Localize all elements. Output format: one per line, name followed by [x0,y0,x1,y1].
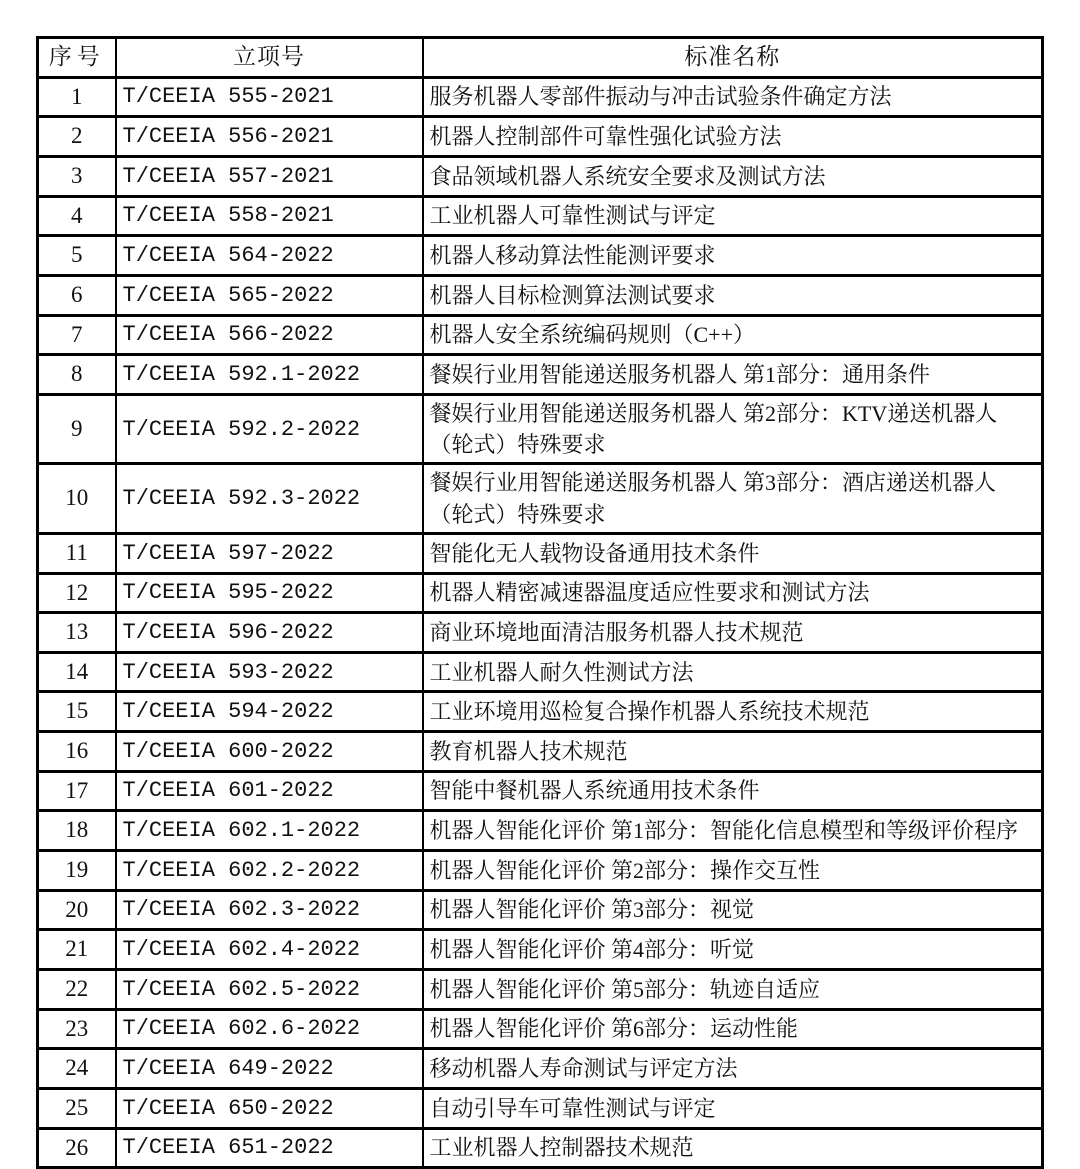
project-no-cell: T/CEEIA 565-2022 [116,275,423,315]
table-row [38,1089,1043,1129]
table-row [38,464,1043,533]
standard-name-cell: 餐娱行业用智能递送服务机器人 第3部分：酒店递送机器人（轮式）特殊要求 [423,464,1043,533]
project-no-cell: T/CEEIA 649-2022 [116,1049,423,1089]
column-header-project-no: 立项号 [116,38,423,78]
standard-name-cell: 智能化无人载物设备通用技术条件 [423,533,1043,573]
project-no-cell: T/CEEIA 602.5-2022 [116,970,423,1010]
table-row [38,355,1043,395]
standards-table [36,36,1044,1169]
standard-name-cell: 机器人智能化评价 第2部分：操作交互性 [423,851,1043,891]
row-index-cell: 10 [38,464,116,533]
column-header-index: 序号 [38,38,116,78]
table-row [38,930,1043,970]
table-row [38,692,1043,732]
table-row [38,156,1043,196]
standard-name-cell: 机器人智能化评价 第5部分：轨迹自适应 [423,970,1043,1010]
project-no-cell: T/CEEIA 602.6-2022 [116,1009,423,1049]
row-index-cell: 8 [38,355,116,395]
project-no-cell: T/CEEIA 592.1-2022 [116,355,423,395]
table-row [38,573,1043,613]
project-no-cell: T/CEEIA 593-2022 [116,652,423,692]
header-row [38,38,1043,78]
project-no-cell: T/CEEIA 602.2-2022 [116,851,423,891]
column-header-standard-name: 标准名称 [423,38,1043,78]
row-index-cell: 19 [38,851,116,891]
table-row [38,771,1043,811]
row-index-cell: 25 [38,1089,116,1129]
project-no-cell: T/CEEIA 564-2022 [116,236,423,276]
table-row [38,1128,1043,1168]
table-row [38,117,1043,157]
row-index-cell: 18 [38,811,116,851]
table-row [38,275,1043,315]
table-row [38,652,1043,692]
table-row [38,811,1043,851]
table-row [38,1049,1043,1089]
standard-name-cell: 机器人智能化评价 第4部分：听觉 [423,930,1043,970]
table-row [38,851,1043,891]
standard-name-cell: 机器人安全系统编码规则（C++） [423,315,1043,355]
standard-name-cell: 机器人智能化评价 第1部分：智能化信息模型和等级评价程序 [423,811,1043,851]
row-index-cell: 12 [38,573,116,613]
row-index-cell: 24 [38,1049,116,1089]
standard-name-cell: 工业机器人控制器技术规范 [423,1128,1043,1168]
row-index-cell: 11 [38,533,116,573]
row-index-cell: 1 [38,77,116,117]
standard-name-cell: 机器人智能化评价 第3部分：视觉 [423,890,1043,930]
standard-name-cell: 机器人移动算法性能测评要求 [423,236,1043,276]
row-index-cell: 21 [38,930,116,970]
standard-name-cell: 商业环境地面清洁服务机器人技术规范 [423,613,1043,653]
row-index-cell: 17 [38,771,116,811]
table-row [38,613,1043,653]
row-index-cell: 16 [38,732,116,772]
project-no-cell: T/CEEIA 558-2021 [116,196,423,236]
project-no-cell: T/CEEIA 651-2022 [116,1128,423,1168]
standards-table-header [38,38,1043,78]
project-no-cell: T/CEEIA 600-2022 [116,732,423,772]
row-index-cell: 7 [38,315,116,355]
project-no-cell: T/CEEIA 597-2022 [116,533,423,573]
project-no-cell: T/CEEIA 557-2021 [116,156,423,196]
project-no-cell: T/CEEIA 602.1-2022 [116,811,423,851]
standard-name-cell: 机器人精密减速器温度适应性要求和测试方法 [423,573,1043,613]
row-index-cell: 4 [38,196,116,236]
standard-name-cell: 餐娱行业用智能递送服务机器人 第1部分：通用条件 [423,355,1043,395]
project-no-cell: T/CEEIA 556-2021 [116,117,423,157]
project-no-cell: T/CEEIA 555-2021 [116,77,423,117]
standard-name-cell: 机器人控制部件可靠性强化试验方法 [423,117,1043,157]
row-index-cell: 14 [38,652,116,692]
table-row [38,970,1043,1010]
standard-name-cell: 移动机器人寿命测试与评定方法 [423,1049,1043,1089]
standard-name-cell: 工业机器人可靠性测试与评定 [423,196,1043,236]
project-no-cell: T/CEEIA 602.3-2022 [116,890,423,930]
table-row [38,236,1043,276]
table-row [38,1009,1043,1049]
standard-name-cell: 餐娱行业用智能递送服务机器人 第2部分：KTV递送机器人（轮式）特殊要求 [423,394,1043,463]
row-index-cell: 26 [38,1128,116,1168]
project-no-cell: T/CEEIA 592.3-2022 [116,464,423,533]
row-index-cell: 2 [38,117,116,157]
standard-name-cell: 食品领域机器人系统安全要求及测试方法 [423,156,1043,196]
row-index-cell: 5 [38,236,116,276]
table-row [38,394,1043,463]
table-row [38,533,1043,573]
standard-name-cell: 服务机器人零部件振动与冲击试验条件确定方法 [423,77,1043,117]
row-index-cell: 22 [38,970,116,1010]
row-index-cell: 20 [38,890,116,930]
table-row [38,890,1043,930]
row-index-cell: 23 [38,1009,116,1049]
project-no-cell: T/CEEIA 566-2022 [116,315,423,355]
table-row [38,315,1043,355]
row-index-cell: 3 [38,156,116,196]
standard-name-cell: 教育机器人技术规范 [423,732,1043,772]
table-row [38,732,1043,772]
project-no-cell: T/CEEIA 592.2-2022 [116,394,423,463]
standard-name-cell: 智能中餐机器人系统通用技术条件 [423,771,1043,811]
row-index-cell: 15 [38,692,116,732]
row-index-cell: 6 [38,275,116,315]
table-row [38,196,1043,236]
standard-name-cell: 工业机器人耐久性测试方法 [423,652,1043,692]
row-index-cell: 9 [38,394,116,463]
project-no-cell: T/CEEIA 596-2022 [116,613,423,653]
standard-name-cell: 工业环境用巡检复合操作机器人系统技术规范 [423,692,1043,732]
project-no-cell: T/CEEIA 594-2022 [116,692,423,732]
standard-name-cell: 机器人智能化评价 第6部分：运动性能 [423,1009,1043,1049]
project-no-cell: T/CEEIA 595-2022 [116,573,423,613]
project-no-cell: T/CEEIA 650-2022 [116,1089,423,1129]
standard-name-cell: 自动引导车可靠性测试与评定 [423,1089,1043,1129]
row-index-cell: 13 [38,613,116,653]
standards-table-body [38,77,1043,1168]
standard-name-cell: 机器人目标检测算法测试要求 [423,275,1043,315]
project-no-cell: T/CEEIA 601-2022 [116,771,423,811]
table-row [38,77,1043,117]
project-no-cell: T/CEEIA 602.4-2022 [116,930,423,970]
